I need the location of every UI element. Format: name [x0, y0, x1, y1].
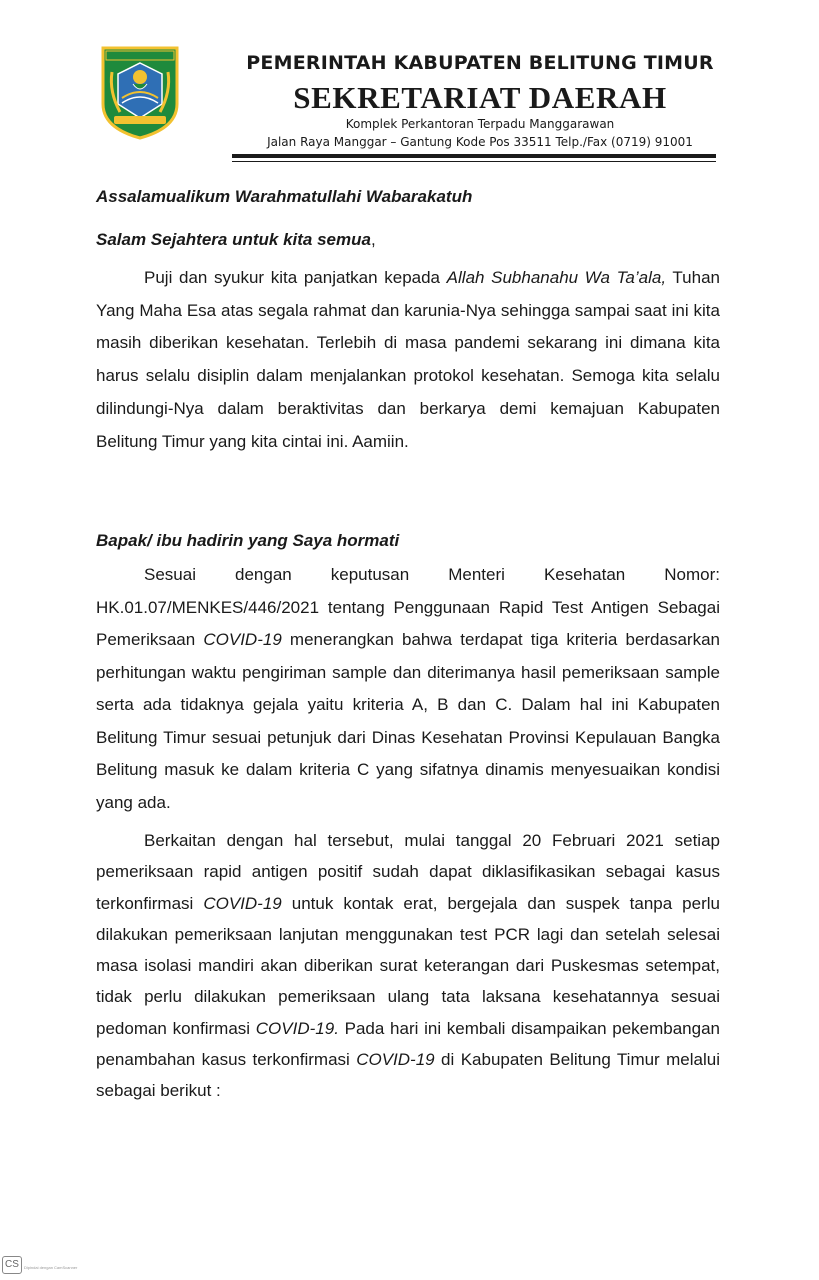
letterhead-rule-thin — [232, 161, 716, 162]
letterhead-complex-address: Komplek Perkantoran Terpadu Manggarawan — [345, 117, 615, 131]
camscanner-watermark: Dipindai dengan CamScanner — [24, 1265, 78, 1270]
salutation-heading: Bapak/ ibu hadirin yang Saya hormati — [96, 531, 400, 550]
paragraph-opening — [96, 262, 720, 458]
paragraph-decree — [96, 559, 720, 819]
camscanner-logo-icon: CS — [2, 1256, 22, 1274]
letterhead-government-name: PEMERINTAH KABUPATEN BELITUNG TIMUR — [246, 52, 714, 74]
paragraph-policy-text-2: untuk kontak erat, bergejala dan suspek tanpa perlu dilakukan pemeriksaan lanjutan menggunakan test PCR lagi dan setelah selesai masa isolasi mandiri akan diberikan surat keterangan dari Puskesmas setempat, tidak perlu dilakukan pemeriksaan ulang tata laksana kesehatannya sesuai pedoman konfirmasi — [96, 893, 720, 1038]
greeting-general-comma: , — [370, 230, 376, 249]
letterhead-rule-thick — [232, 154, 716, 158]
paragraph-decree-italic: COVID-19 — [203, 630, 282, 649]
paragraph-policy-italic-1: COVID-19 — [203, 893, 282, 913]
paragraph-policy-text-3: Pada hari ini kembali disampaikan pekembangan penambahan kasus terkonfirmasi — [96, 1018, 720, 1070]
belitung-timur-emblem-icon — [100, 46, 180, 140]
paragraph-opening-italic: Allah Subhanahu Wa Ta’ala, — [446, 268, 667, 287]
paragraph-policy-text: Berkaitan dengan hal tersebut, mulai tanggal 20 Februari 2021 setiap pemeriksaan rapid antigen positif sudah dapat diklasifikasikan sebagai kasus terkonfirmasi — [96, 831, 720, 913]
greeting-general-bold: Salam Sejahtera untuk kita semua — [96, 230, 371, 249]
paragraph-opening-text-cont: Tuhan Yang Maha Esa atas segala rahmat dan karunia-Nya sehingga sampai saat ini kita masih diberikan kesehatan. Terlebih di masa pandemi sekarang ini dimana kita harus selalu disiplin dalam menjalankan protokol kesehatan. Semoga kita selalu dilindungi-Nya dalam beraktivitas dan berkarya demi kemajuan Kabupaten Belitung Timur yang kita cintai ini. Aamiin. — [96, 268, 720, 451]
paragraph-decree-text: Sesuai dengan keputusan Menteri Kesehatan Nomor: HK.01.07/MENKES/446/2021 tentang Penggunaan Rapid Test Antigen Sebagai Pemeriksaan — [96, 565, 720, 649]
greeting-general — [96, 230, 376, 250]
paragraph-policy-italic-3: COVID-19 — [356, 1050, 435, 1070]
letterhead-street-address: Jalan Raya Manggar – Gantung Kode Pos 33511 Telp./Fax (0719) 91001 — [267, 135, 693, 149]
greeting-islamic: Assalamualikum Warahmatullahi Wabarakatuh — [96, 187, 473, 206]
paragraph-decree-text-cont: menerangkan bahwa terdapat tiga kriteria berdasarkan perhitungan waktu pengiriman sample dan diterimanya hasil pemeriksaan sample serta ada tidaknya gejala yaitu kriteria A, B dan C. Dalam hal ini Kabupaten Belitung Timur sesuai petunjuk dari Dinas Kesehatan Provinsi Kepulauan Bangka Belitung masuk ke dalam kriteria C yang sifatnya dinamis menyesuaikan kondisi yang ada. — [96, 630, 720, 812]
paragraph-opening-text: Puji dan syukur kita panjatkan kepada — [144, 268, 447, 287]
paragraph-policy-text-4: di Kabupaten Belitung Timur melalui sebagai berikut : — [96, 1050, 720, 1101]
paragraph-policy-italic-2: COVID-19. — [255, 1018, 339, 1038]
letterhead-office-name: SEKRETARIAT DAERAH — [293, 80, 667, 115]
paragraph-policy — [96, 825, 720, 1107]
